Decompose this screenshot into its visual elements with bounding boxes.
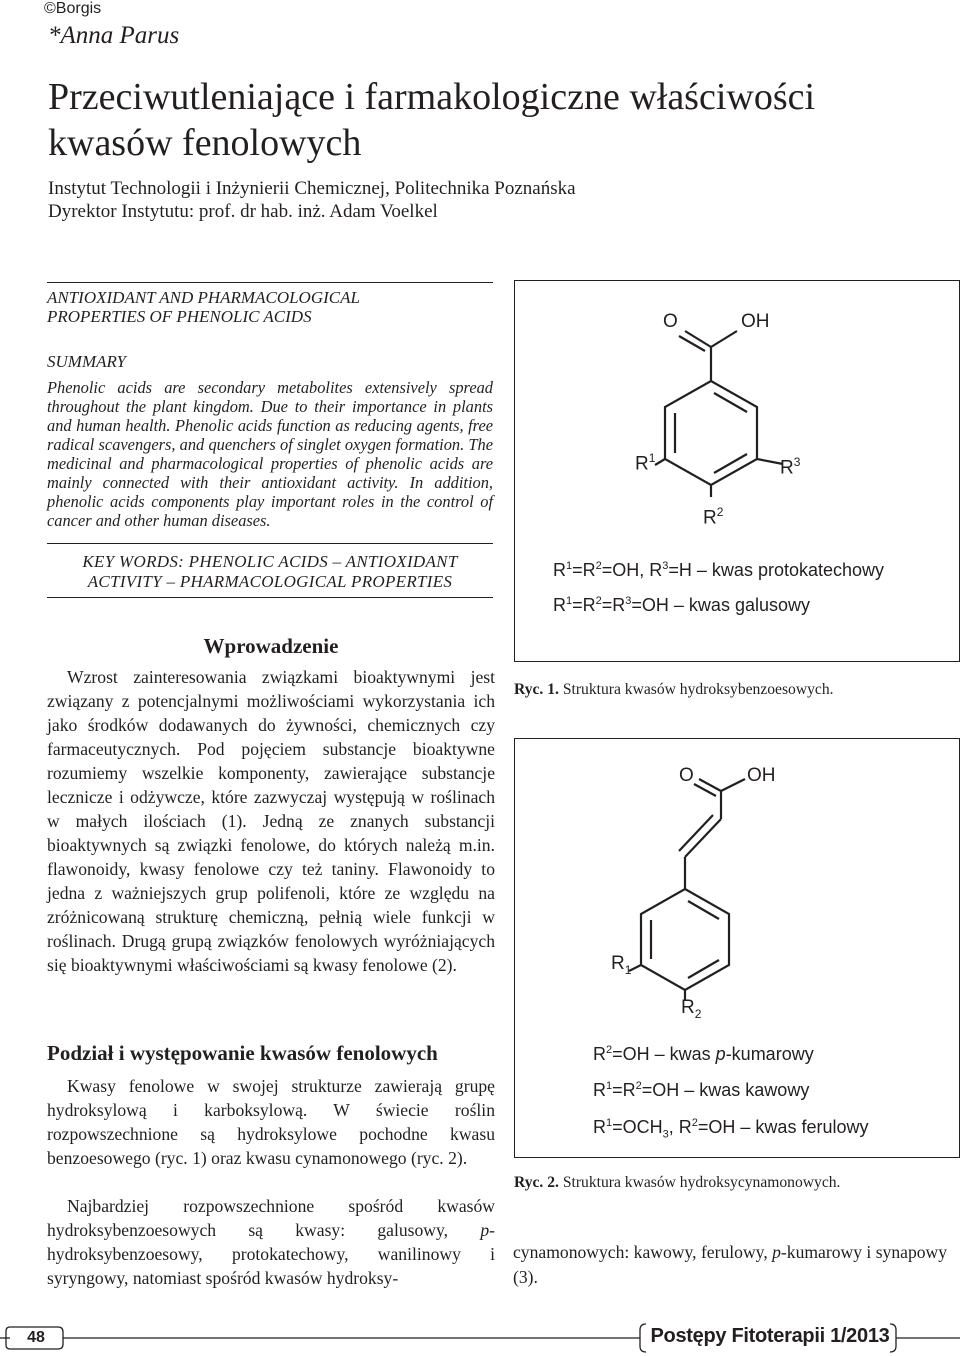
fig2-l3-r: R: [593, 1117, 606, 1137]
fig2-l3-sub: 3: [662, 1128, 669, 1141]
oxygen-label: O: [663, 311, 678, 332]
fig2-legend-line-1: [593, 1044, 814, 1065]
fig2-l3-sup2: 2: [691, 1117, 698, 1129]
journal-right-bracket: [890, 1324, 896, 1352]
right-column-paragraph: [513, 1240, 958, 1290]
fig1-l2-name: =OH – kwas galusowy: [631, 595, 810, 615]
fig2-l2-name: =OH – kwas kawowy: [641, 1080, 810, 1100]
section2-p2-text-a: Najbardziej rozpowszechnione spośród kwasów hydroksybenzoesowych są kwasy: galusowy,: [47, 1196, 495, 1240]
r2-label: [681, 997, 701, 1021]
fig2-l2-text: =R: [612, 1080, 636, 1100]
fig1-l1-text: =OH, R: [601, 560, 663, 580]
fig1-l1-r2: R: [582, 560, 596, 580]
fig2-l2-sup1: 1: [606, 1080, 613, 1092]
fig2-l3-name: =OH – kwas ferulowy: [697, 1117, 869, 1137]
fig2-l2-sup2: 2: [635, 1080, 642, 1092]
summary-heading: SUMMARY: [47, 352, 127, 371]
fig1-l1-sup3: 3: [662, 560, 669, 572]
fig2-l1-name: -kumarowy: [725, 1044, 814, 1064]
section2-p2-text-b: -hydroksybenzoesowy, protokatechowy, wanilinowy i syryngowy, natomiast spośród kwasów hydroksy-: [47, 1220, 495, 1288]
r2-sup: 2: [716, 505, 724, 519]
section2-paragraph-1: [47, 1074, 495, 1170]
r1-letter: R: [635, 453, 649, 475]
figure-2-box: [514, 738, 960, 1158]
fig2-l1-r: R: [593, 1044, 606, 1064]
keywords-line-1: KEY WORDS: PHENOLIC ACIDS – ANTIOXIDANT: [82, 552, 458, 571]
para-prefix-italic: p: [480, 1220, 490, 1240]
hydroxyl-bond: [721, 779, 745, 791]
abstract-top-rule: [47, 282, 493, 283]
article-title: [48, 74, 928, 166]
keywords-bottom-rule: [47, 597, 493, 598]
intro-paragraph: [47, 665, 495, 977]
fig1-l1-sup2: 2: [595, 560, 602, 572]
intro-heading: Wprowadzenie: [203, 634, 339, 658]
r1-label: [635, 451, 655, 475]
page-footer: [0, 1320, 960, 1356]
fig1-l1-mid: =H: [668, 560, 692, 580]
fig1-l2-eq: =: [572, 595, 583, 615]
r1-sub: 1: [624, 962, 632, 977]
affiliation: [48, 177, 928, 223]
english-title: [47, 288, 497, 326]
ring-double-bond-1: [688, 901, 719, 919]
fig1-legend-line-2: [553, 595, 810, 616]
r2-letter: R: [681, 997, 695, 1018]
r1-sup: 1: [648, 451, 656, 465]
journal-left-bracket: [640, 1324, 646, 1352]
figure-2-caption-text: Struktura kwasów hydroksycynamonowych.: [558, 1174, 841, 1191]
r1-letter: R: [611, 953, 625, 974]
affiliation-line-2: Dyrektor Instytutu: prof. dr hab. inż. Adam Voelkel: [48, 201, 438, 222]
journal-name: Postępy Fitoterapii 1/2013: [650, 1325, 890, 1347]
fig2-l3-mid: , R: [668, 1117, 692, 1137]
page-number: 48: [27, 1329, 45, 1346]
fig1-l2-sup1: 1: [566, 595, 573, 607]
fig1-l2-text: =R: [601, 595, 626, 615]
fig2-legend-line-2: [593, 1080, 809, 1101]
fig1-l2-sup3: 3: [625, 595, 632, 607]
fig2-l3-sup1: 1: [606, 1117, 613, 1129]
r2-label: [703, 505, 723, 529]
r2-letter: R: [703, 507, 717, 529]
figure-2-caption: [514, 1174, 954, 1192]
copyright-notice: ©Borgis: [44, 0, 102, 17]
fig1-l2-r: R: [553, 595, 566, 615]
keywords-line-2: ACTIVITY – PHARMACOLOGICAL PROPERTIES: [87, 572, 453, 591]
r3-label: [780, 455, 800, 479]
hydroxyl-bond: [711, 331, 737, 347]
r2-sub: 2: [694, 1006, 702, 1021]
fig2-l1-p: p: [715, 1044, 726, 1064]
fig2-l1-text: =OH – kwas: [612, 1044, 716, 1064]
figure-2-caption-label: Ryc. 2.: [514, 1174, 559, 1191]
fig1-l1-name: – kwas protokatechowy: [691, 560, 885, 580]
continued-text-b: -kumarowy i synapowy (3).: [513, 1242, 948, 1287]
ring-double-bond-1: [714, 393, 747, 412]
fig1-l2-r2: R: [582, 595, 596, 615]
figure-1-caption-text: Struktura kwasów hydroksybenzoesowych.: [558, 681, 834, 698]
fig2-legend-line-3: [593, 1117, 868, 1141]
hydroxyl-label: OH: [747, 765, 776, 786]
section2-heading: Podział i występowanie kwasów fenolowych: [47, 1041, 438, 1065]
section2-p1-text: Kwasy fenolowe w swojej strukturze zawierają grupę hydroksylową i karboksylową. W świecie roślin rozpowszechnione są hydroksylowe pochodne kwasu benzoesowego (ryc. 1) oraz kwasu cynamonowego (ryc. 2).: [47, 1076, 495, 1168]
title-line-2: kwasów fenolowych: [48, 122, 362, 164]
fig1-l1-eq: =: [572, 560, 583, 580]
english-title-line-2: PROPERTIES OF PHENOLIC ACIDS: [47, 307, 312, 326]
r3-letter: R: [780, 457, 794, 479]
keywords: [47, 552, 493, 592]
section2-paragraph-2: [47, 1194, 495, 1290]
ring-double-bond-2: [688, 960, 719, 978]
summary-text: Phenolic acids are secondary metabolites extensively spread throughout the plant kingdom. Due to their importance in plants and human health. Phenolic acids function as reducing agents, free radical scavengers, and quenchers of singlet oxygen formation. The medicinal and pharmacological properties of phenolic acids are mainly connected with their antioxidant activity. In addition, phenolic acids components play important roles in the control of cancer and other human diseases.: [47, 378, 493, 530]
figure-1-caption-label: Ryc. 1.: [514, 681, 559, 698]
figure-1-box: [514, 280, 960, 662]
title-line-1: Przeciwutleniające i farmakologiczne właściwości: [48, 76, 816, 118]
fig1-l1-sup1: 1: [566, 560, 573, 572]
benzene-ring: [665, 381, 757, 485]
carbonyl-bond-inner: [679, 336, 705, 351]
r3-sup: 3: [793, 455, 801, 469]
english-title-line-1: ANTIOXIDANT AND PHARMACOLOGICAL: [47, 288, 360, 307]
continued-text-a: cynamonowych: kawowy, ferulowy,: [513, 1242, 773, 1262]
keywords-top-rule: [47, 543, 493, 544]
fig2-l3-text: =OCH: [612, 1117, 663, 1137]
continued-p-italic: p: [772, 1242, 781, 1262]
r1-label: [611, 953, 631, 977]
r1-bond: [655, 459, 665, 465]
figure-1-caption: [514, 681, 954, 699]
author-name: *Anna Parus: [48, 22, 180, 49]
intro-text: Wzrost zainteresowania związkami bioaktywnymi jest związany z potencjalnymi możliwościami wykorzystania ich jako środków dodawanych do żywności, chemicznych czy farmaceutycznych. Pod pojęciem substancje bioaktywne rozumiemy wszelkie komponenty, zawierające substancje lecznicze i odżywcze, które zazwyczaj występują w roślinach w małych ilościach (1). Jedną ze znanych substancji bioaktywnych są związki fenolowe, do których należą m.in. flawonoidy, kwasy fenolowe czy też taniny. Flawonoidy to jedna z ważniejszych grup polifenoli, które ze względu na zróżnicowaną strukturę chemiczną, pełnią wiele funkcji w roślinach. Drugą grupą związków fenolowych wyróżniających się bioaktywnymi właściwościami są kwasy fenolowe (2).: [47, 667, 495, 975]
ring-double-bond-2: [714, 454, 747, 473]
hydroxyl-label: OH: [741, 311, 770, 332]
fig1-l1-r: R: [553, 560, 566, 580]
carbonyl-bond-outer: [685, 331, 711, 347]
affiliation-line-1: Instytut Technologii i Inżynierii Chemicznej, Politechnika Poznańska: [48, 178, 576, 199]
fig2-l2-r: R: [593, 1080, 606, 1100]
oxygen-label: O: [679, 765, 694, 786]
fig1-l2-sup2: 2: [595, 595, 602, 607]
fig2-l1-sup2: 2: [606, 1044, 613, 1056]
fig1-legend-line-1: [553, 560, 884, 581]
benzene-ring: [641, 889, 729, 990]
